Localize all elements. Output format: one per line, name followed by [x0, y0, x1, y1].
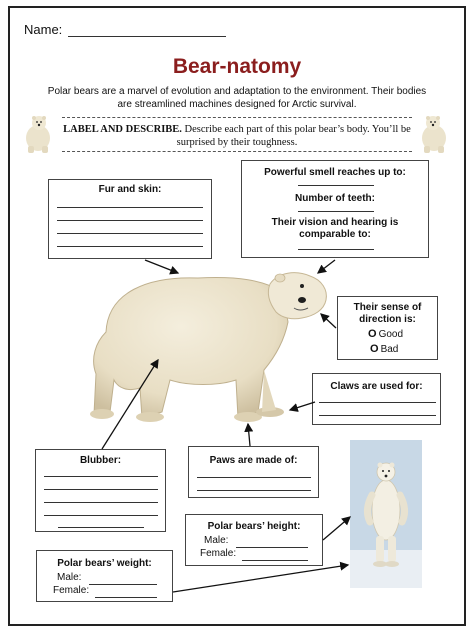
teeth-label: Number of teeth:: [295, 193, 375, 204]
arrow-direction: [321, 314, 336, 328]
blubber-label: Blubber:: [79, 455, 122, 466]
height-female-label: Female:: [200, 548, 237, 559]
name-label: Name:: [24, 22, 63, 37]
height-male-label: Male:: [204, 535, 229, 546]
direction-option-good[interactable]: O Good: [368, 328, 404, 340]
weight-label: Polar bears’ weight:: [57, 558, 152, 569]
weight-female-label: Female:: [53, 585, 90, 596]
intro-text: Polar bears are a marvel of evolution and adaptation to the environment. Their bodies are streamlined machines designed for Arctic survival.: [47, 86, 427, 110]
paws-label: Paws are made of:: [209, 455, 298, 466]
smell-label: Powerful smell reaches up to:: [264, 167, 406, 178]
radio-bullet-icon: O: [370, 343, 379, 355]
page-title: Bear-natomy: [172, 55, 302, 78]
height-label: Polar bears’ height:: [207, 521, 301, 532]
arrow-blubber: [102, 360, 158, 449]
direction-option-bad[interactable]: O Bad: [370, 343, 399, 355]
vision-label: Their vision and hearing is comparable to:: [271, 217, 399, 240]
arrow-head: [318, 260, 335, 273]
weight-male-label: Male:: [57, 572, 82, 583]
arrow-height: [323, 517, 350, 540]
arrow-fur: [145, 260, 178, 273]
direction-label: Their sense of direction is:: [353, 302, 422, 325]
radio-bullet-icon: O: [368, 328, 377, 340]
arrow-paws: [248, 424, 250, 446]
fur-and-skin-label: Fur and skin:: [98, 184, 162, 195]
claws-label: Claws are used for:: [330, 381, 423, 392]
task-text: Describe each part of this polar bear’s body. You’ll be surprised by their toughness.: [176, 124, 411, 148]
arrow-claws: [290, 402, 315, 410]
task-heading: LABEL AND DESCRIBE.: [63, 124, 182, 135]
arrow-weight: [173, 565, 348, 592]
